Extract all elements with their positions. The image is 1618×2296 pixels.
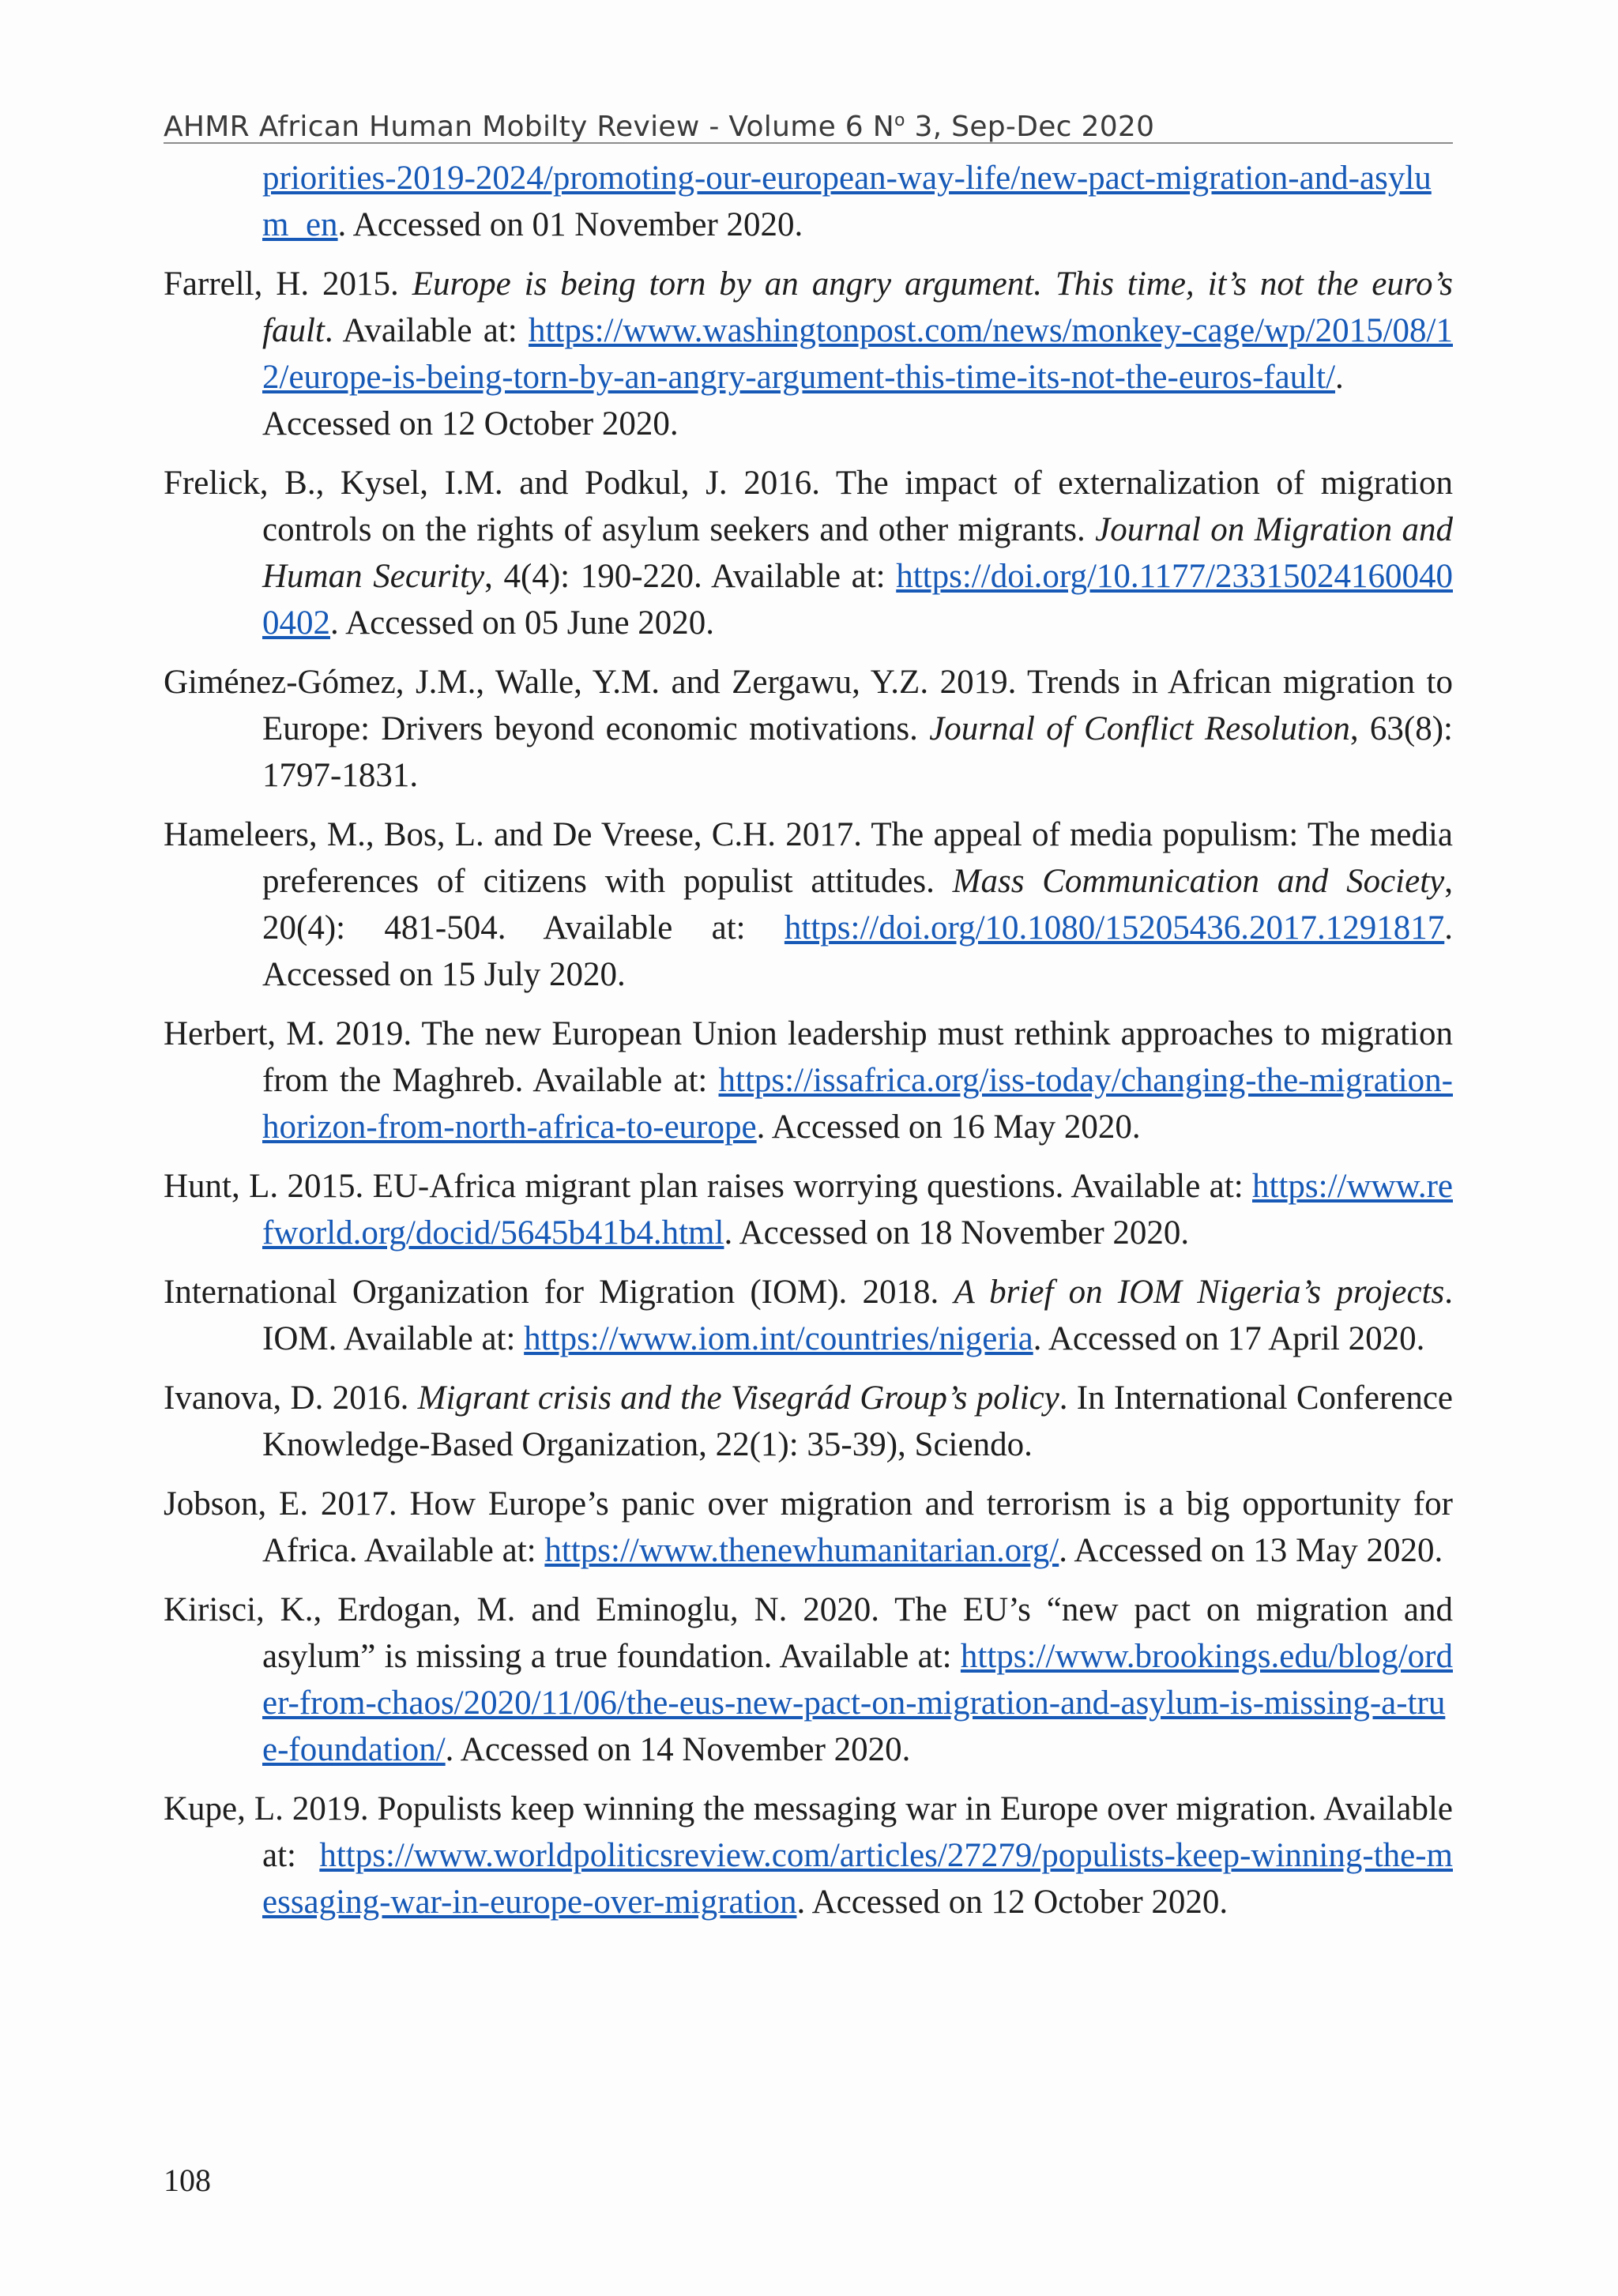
reference-entry: [164, 1586, 1453, 1773]
reference-link[interactable]: https://doi.org/10.1177/233150241600400402: [262, 558, 1453, 642]
reference-title: A brief on IOM Nigeria’s projects: [954, 1274, 1445, 1311]
reference-text: . Accessed on 12 October 2020.: [262, 359, 1344, 442]
reference-entry: [164, 261, 1453, 447]
reference-title: Europe is being torn by an angry argument. This time, it’s not the euro’s fault: [262, 265, 1453, 349]
reference-title: Journal of Conflict Resolution: [929, 710, 1350, 747]
reference-text: Frelick, B., Kysel, I.M. and Podkul, J. 2016. The impact of externalization of migration controls on the rights of asylum seekers and other migrants.: [164, 465, 1453, 548]
reference-text: , 4(4): 190-220. Available at:: [484, 558, 897, 595]
reference-entry: [164, 1375, 1453, 1468]
reference-text: Kirisci, K., Erdogan, M. and Eminoglu, N. 2020. The EU’s “new pact on migration and asylum” is missing a true foundation. Available at:: [164, 1591, 1453, 1675]
reference-text: . Accessed on 12 October 2020.: [796, 1884, 1229, 1921]
reference-text: Kupe, L. 2019. Populists keep winning the messaging war in Europe over migration. Available at:: [164, 1790, 1453, 1874]
reference-entry: [164, 1786, 1453, 1925]
reference-list: [164, 155, 1453, 1938]
reference-entry: [164, 1163, 1453, 1256]
reference-text: . Accessed on 16 May 2020.: [756, 1108, 1141, 1146]
running-header: [164, 100, 1453, 148]
reference-text: . Accessed on 14 November 2020.: [445, 1731, 911, 1768]
reference-text: . Accessed on 17 April 2020.: [1033, 1320, 1425, 1357]
reference-text: . Accessed on 18 November 2020.: [724, 1214, 1190, 1252]
page-number: 108: [164, 2162, 211, 2198]
reference-text: . Accessed on 15 July 2020.: [262, 909, 1453, 993]
reference-text: . Available at:: [324, 312, 529, 349]
reference-link[interactable]: https://issafrica.org/iss-today/changing-the-migration-horizon-from-north-africa-to-europe: [262, 1062, 1453, 1146]
reference-title: Migrant crisis and the Visegrád Group’s policy: [417, 1379, 1059, 1417]
reference-link[interactable]: https://www.worldpoliticsreview.com/articles/27279/populists-keep-winning-the-messaging-war-in-europe-over-migration: [262, 1837, 1453, 1921]
reference-link[interactable]: https://www.refworld.org/docid/5645b41b4.html: [262, 1168, 1453, 1252]
reference-link[interactable]: https://www.brookings.edu/blog/order-from-chaos/2020/11/06/the-eus-new-pact-on-migration-and-asylum-is-missing-a-true-foundation/: [262, 1638, 1453, 1768]
reference-text: . Accessed on 05 June 2020.: [330, 604, 715, 642]
number-superscript: o: [894, 111, 905, 130]
running-header-issue: 3, Sep-Dec 2020: [905, 111, 1155, 143]
reference-link[interactable]: https://www.thenewhumanitarian.org/: [544, 1532, 1059, 1569]
running-header-title: AHMR African Human Mobilty Review - Volume 6 N: [164, 111, 894, 143]
reference-text: . Accessed on 13 May 2020.: [1059, 1532, 1443, 1569]
reference-text: International Organization for Migration (IOM). 2018.: [164, 1274, 954, 1311]
reference-text: , 63(8): 1797-1831.: [262, 710, 1453, 794]
reference-text: Herbert, M. 2019. The new European Union leadership must rethink approaches to migration from the Maghreb. Available at:: [164, 1015, 1453, 1099]
reference-entry: [164, 1011, 1453, 1150]
reference-entry: [164, 1269, 1453, 1362]
reference-entry: [164, 460, 1453, 646]
reference-link[interactable]: https://doi.org/10.1080/15205436.2017.1291817: [784, 909, 1445, 947]
reference-text: Hameleers, M., Bos, L. and De Vreese, C.H. 2017. The appeal of media populism: The media preferences of citizens with populist attitudes.: [164, 816, 1453, 900]
header-rule: [164, 142, 1453, 144]
reference-title: Mass Communication and Society: [952, 863, 1445, 900]
reference-link[interactable]: https://www.washingtonpost.com/news/monkey-cage/wp/2015/08/12/europe-is-being-torn-by-an-angry-argument-this-time-its-not-the-euros-fault/: [262, 312, 1453, 396]
reference-text: , 20(4): 481-504. Available at:: [262, 863, 1453, 947]
reference-entry: [164, 659, 1453, 799]
reference-text: Ivanova, D. 2016.: [164, 1379, 418, 1417]
reference-text: . Accessed on 01 November 2020.: [337, 206, 803, 243]
reference-text: Farrell, H. 2015.: [164, 265, 412, 303]
reference-link[interactable]: priorities-2019-2024/promoting-our-european-way-life/new-pact-migration-and-asylum_en: [262, 160, 1432, 243]
reference-entry: [164, 811, 1453, 998]
reference-text: Giménez-Gómez, J.M., Walle, Y.M. and Zergawu, Y.Z. 2019. Trends in African migration to Europe: Drivers beyond economic motivations.: [164, 664, 1453, 747]
reference-entry: [164, 1481, 1453, 1574]
reference-text: Hunt, L. 2015. EU-Africa migrant plan raises worrying questions. Available at:: [164, 1168, 1252, 1205]
reference-entry-continuation: [164, 155, 1453, 248]
reference-link[interactable]: https://www.iom.int/countries/nigeria: [524, 1320, 1033, 1357]
reference-text: . In International Conference Knowledge-Based Organization, 22(1): 35-39), Sciendo.: [262, 1379, 1453, 1463]
reference-text: . IOM. Available at:: [262, 1274, 1453, 1357]
reference-title: Journal on Migration and Human Security: [262, 511, 1453, 595]
reference-text: Jobson, E. 2017. How Europe’s panic over migration and terrorism is a big opportunity for Africa. Available at:: [164, 1485, 1453, 1569]
